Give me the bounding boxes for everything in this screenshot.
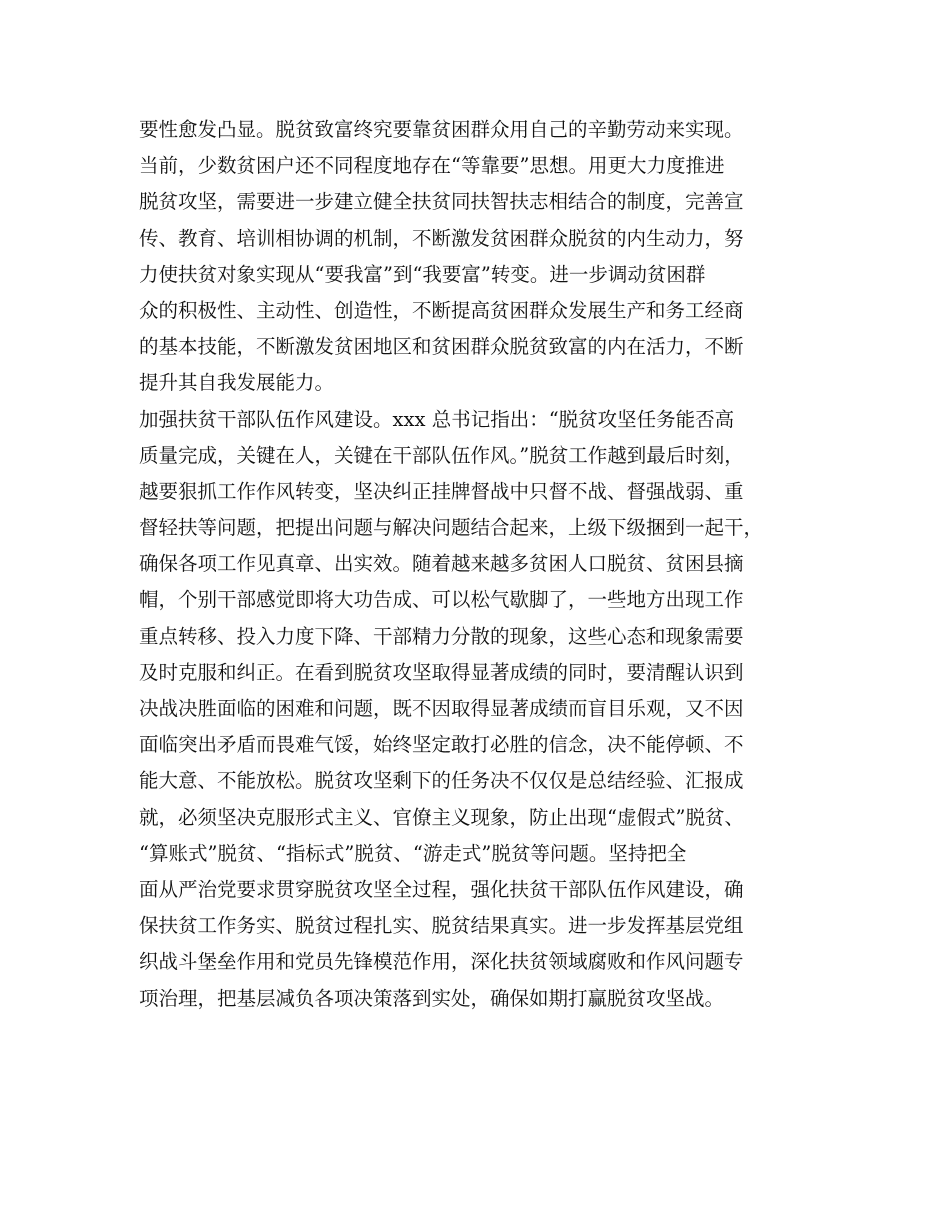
text-line: 越要狠抓工作作风转变，坚决纠正挂牌督战中只督不战、督强战弱、重: [139, 479, 744, 503]
text-line: 保扶贫工作务实、脱贫过程扎实、脱贫结果真实。进一步发挥基层党组: [139, 914, 744, 938]
text-line: 督轻扶等问题，把提出问题与解决问题结合起来，上级下级捆到一起干，: [139, 516, 764, 540]
text-line: 确保各项工作见真章、出实效。随着越来越多贫困人口脱贫、贫困县摘: [139, 552, 744, 576]
text-line: 重点转移、投入力度下降、干部精力分散的现象，这些心态和现象需要: [139, 624, 744, 648]
document-body: [139, 112, 829, 1017]
text-line: 面临突出矛盾而畏难气馁，始终坚定敢打必胜的信念，决不能停顿、不: [139, 733, 744, 757]
text-line: 及时克服和纠正。在看到脱贫攻坚取得显著成绩的同时，要清醒认识到: [139, 660, 744, 684]
text-line: 众的积极性、主动性、创造性，不断提高贫困群众发展生产和务工经商: [139, 298, 744, 322]
text-line: 力使扶贫对象实现从“要我富”到“我要富”转变。进一步调动贫困群: [139, 262, 706, 286]
paragraph-2: [139, 402, 829, 1017]
text-line: 当前，少数贫困户还不同程度地存在“等靠要”思想。用更大力度推进: [139, 154, 725, 178]
text-line: 面从严治党要求贯穿脱贫攻坚全过程，强化扶贫干部队伍作风建设，确: [139, 877, 744, 901]
paragraph-1: [139, 112, 829, 402]
text-line: 决战决胜面临的困难和问题，既不因取得显著成绩而盲目乐观，又不因: [139, 697, 744, 720]
text-line: 提升其自我发展能力。: [139, 371, 335, 395]
text-line: “算账式”脱贫、“指标式”脱贫、“游走式”脱贫等问题。坚持把全: [139, 841, 687, 865]
text-line: 要性愈发凸显。脱贫致富终究要靠贫困群众用自己的辛勤劳动来实现。: [139, 118, 744, 141]
text-line: 就，必须坚决克服形式主义、官僚主义现象，防止出现“虚假式”脱贫、: [139, 805, 744, 829]
text-line: 的基本技能，不断激发贫困地区和贫困群众脱贫致富的内在活力，不断: [139, 335, 744, 359]
text-line: 脱贫攻坚，需要进一步建立健全扶贫同扶智扶志相结合的制度，完善宣: [139, 190, 744, 214]
text-line: 传、教育、培训相协调的机制，不断激发贫困群众脱贫的内生动力，努: [139, 226, 744, 250]
text-line: 项治理，把基层减负各项决策落到实处，确保如期打赢脱贫攻坚战。: [139, 986, 725, 1010]
text-line: 加强扶贫干部队伍作风建设。xxx 总书记指出：“脱贫攻坚任务能否高: [139, 407, 735, 431]
text-line: 织战斗堡垒作用和党员先锋模范作用，深化扶贫领域腐败和作风问题专: [139, 950, 744, 974]
text-line: 帽，个别干部感觉即将大功告成、可以松气歇脚了，一些地方出现工作: [139, 588, 744, 612]
text-line: 能大意、不能放松。脱贫攻坚剩下的任务决不仅仅是总结经验、汇报成: [139, 769, 744, 793]
text-line: 质量完成，关键在人，关键在干部队伍作风。”脱贫工作越到最后时刻，: [139, 443, 744, 467]
